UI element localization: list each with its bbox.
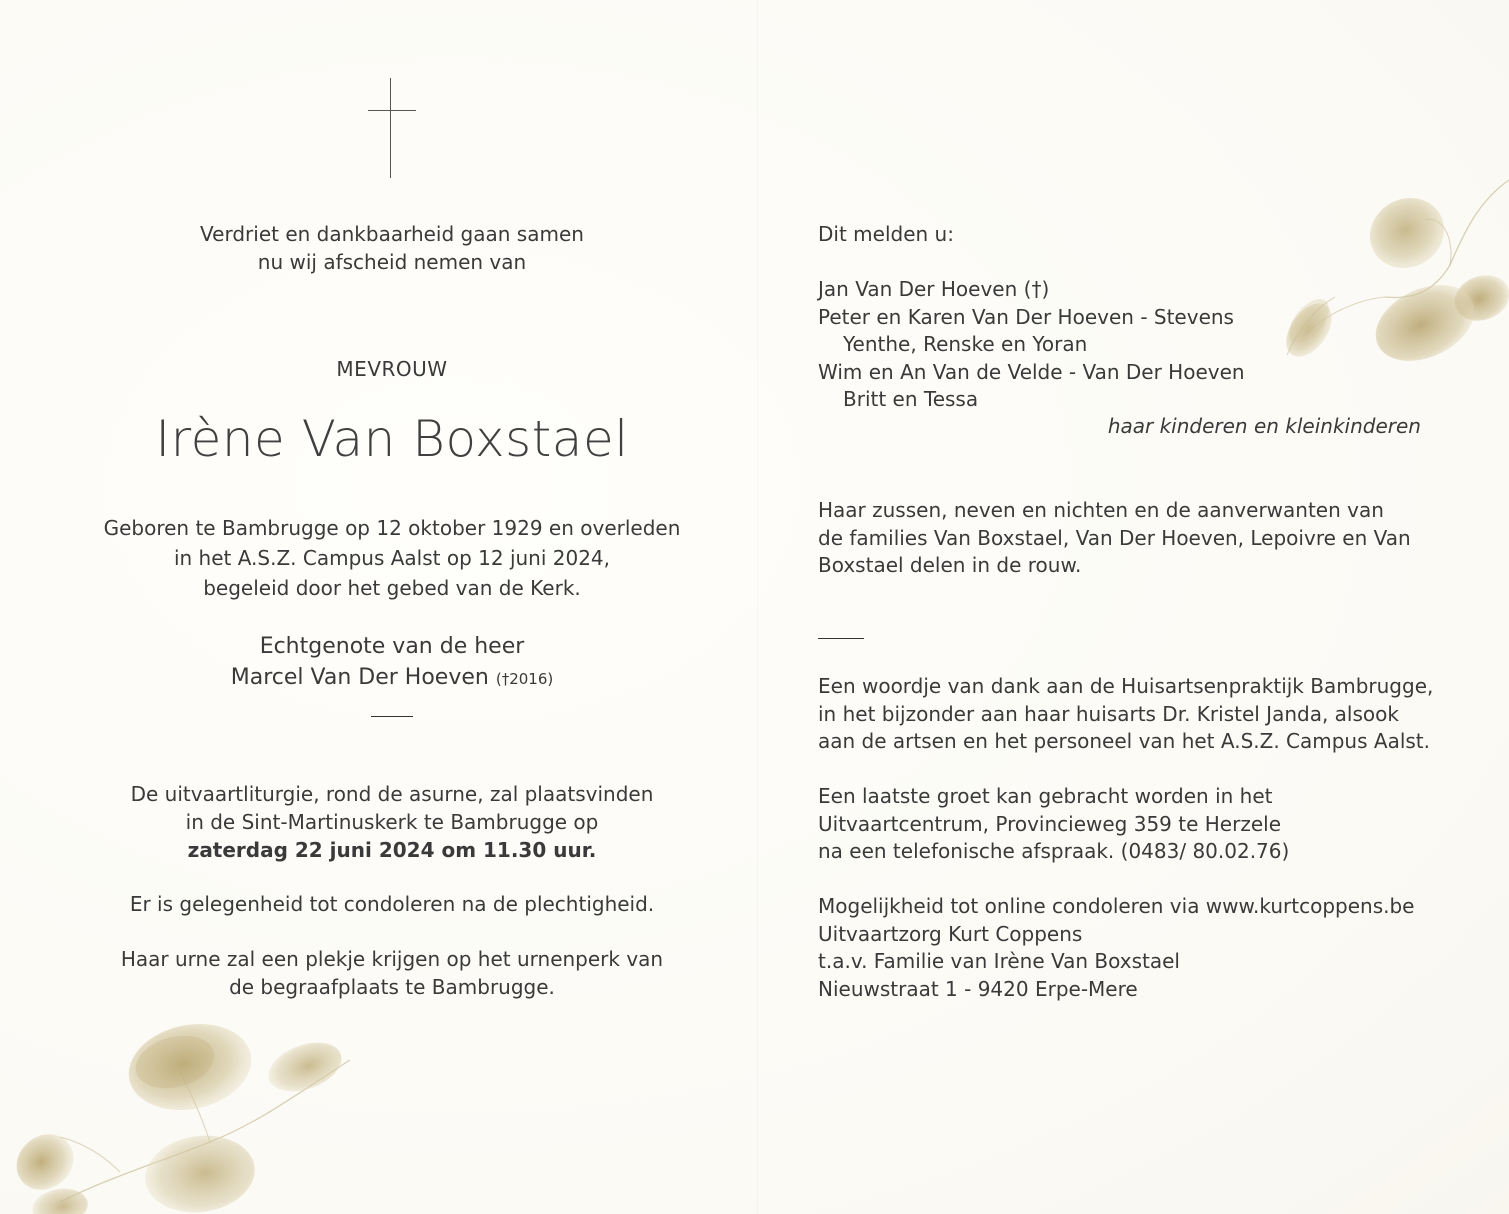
relatives-line: de families Van Boxstael, Van Der Hoeven, Lepoivre en Van [818, 525, 1411, 550]
relatives-text [818, 497, 1411, 580]
intro-line-2: nu wij afscheid nemen van [257, 250, 527, 274]
intro-text [90, 220, 694, 276]
spouse-line-2 [90, 662, 694, 695]
contact-line: Uitvaartzorg Kurt Coppens [818, 921, 1083, 946]
birth-info [90, 513, 694, 603]
announce-heading: Dit melden u: [818, 222, 954, 246]
divider-left [371, 716, 413, 717]
intro-line-1: Verdriet en dankbaarheid gaan samen [200, 222, 584, 246]
funeral-info [90, 780, 694, 864]
condolence-note: Er is gelegenheid tot condoleren na de plechtigheid. [129, 892, 655, 916]
birth-line-3: begeleid door het gebed van de Kerk. [203, 576, 581, 600]
divider-right [818, 638, 864, 639]
grandchildren: Yenthe, Renske en Yoran [843, 332, 1088, 356]
grandchildren: Britt en Tessa [843, 387, 979, 411]
thanks-text [818, 673, 1433, 756]
funeral-line-1: De uitvaartliturgie, rond de asurne, zal plaatsvinden [130, 782, 654, 806]
spouse-info [90, 631, 694, 695]
family-list [818, 276, 1245, 414]
visit-line: Een laatste groet kan gebracht worden in het [818, 784, 1273, 808]
visit-line: na een telefonische afspraak. (0483/ 80.02.76) [818, 839, 1290, 863]
salutation: MEVROUW [336, 357, 448, 381]
relatives-line: Boxstael delen in de rouw. [818, 553, 1082, 577]
contact-line: t.a.v. Familie van Irène Van Boxstael [818, 949, 1180, 973]
spouse-death-year: (†2016) [495, 670, 554, 688]
thanks-line: Een woordje van dank aan de Huisartsenpraktijk Bambrugge, [818, 674, 1434, 698]
funeral-line-2: in de Sint-Martinuskerk te Bambrugge op [185, 810, 599, 834]
eucalyptus-leaves-bottom-left [0, 1012, 355, 1214]
contact-info [818, 893, 1414, 1003]
family-member: Jan Van Der Hoeven (†) [818, 277, 1050, 301]
thanks-line: in het bijzonder aan haar huisarts Dr. Kristel Janda, alsook [818, 701, 1399, 726]
cross-icon [368, 78, 416, 178]
contact-line: Mogelijkheid tot online condoleren via www.kurtcoppens.be [818, 894, 1415, 918]
spouse-line-1: Echtgenote van de heer [259, 634, 525, 659]
urn-line-1: Haar urne zal een plekje krijgen op het urnenperk van [120, 947, 664, 971]
visit-info [818, 783, 1289, 866]
family-member: Wim en An Van de Velde - Van Der Hoeven [818, 359, 1245, 384]
thanks-line: aan de artsen en het personeel van het A.S.Z. Campus Aalst. [818, 729, 1431, 753]
contact-line: Nieuwstraat 1 - 9420 Erpe-Mere [818, 976, 1138, 1001]
children-tag: haar kinderen en kleinkinderen [1107, 414, 1421, 438]
urn-info [90, 945, 694, 1001]
relatives-line: Haar zussen, neven en nichten en de aanverwanten van [818, 498, 1384, 522]
deceased-name: Irène Van Boxstael [155, 410, 629, 468]
urn-line-2: de begraafplaats te Bambrugge. [229, 975, 555, 999]
card-fold [757, 0, 758, 1214]
eucalyptus-leaves-top-right [1265, 175, 1509, 390]
family-member: Peter en Karen Van Der Hoeven - Stevens [818, 304, 1234, 329]
birth-line-1: Geboren te Bambrugge op 12 oktober 1929 en overleden [103, 516, 681, 540]
birth-line-2: in het A.S.Z. Campus Aalst op 12 juni 2024, [173, 546, 611, 570]
spouse-name: Marcel Van Der Hoeven [230, 665, 489, 690]
funeral-datetime: zaterdag 22 juni 2024 om 11.30 uur. [187, 838, 597, 862]
visit-line: Uitvaartcentrum, Provincieweg 359 te Herzele [818, 811, 1281, 836]
